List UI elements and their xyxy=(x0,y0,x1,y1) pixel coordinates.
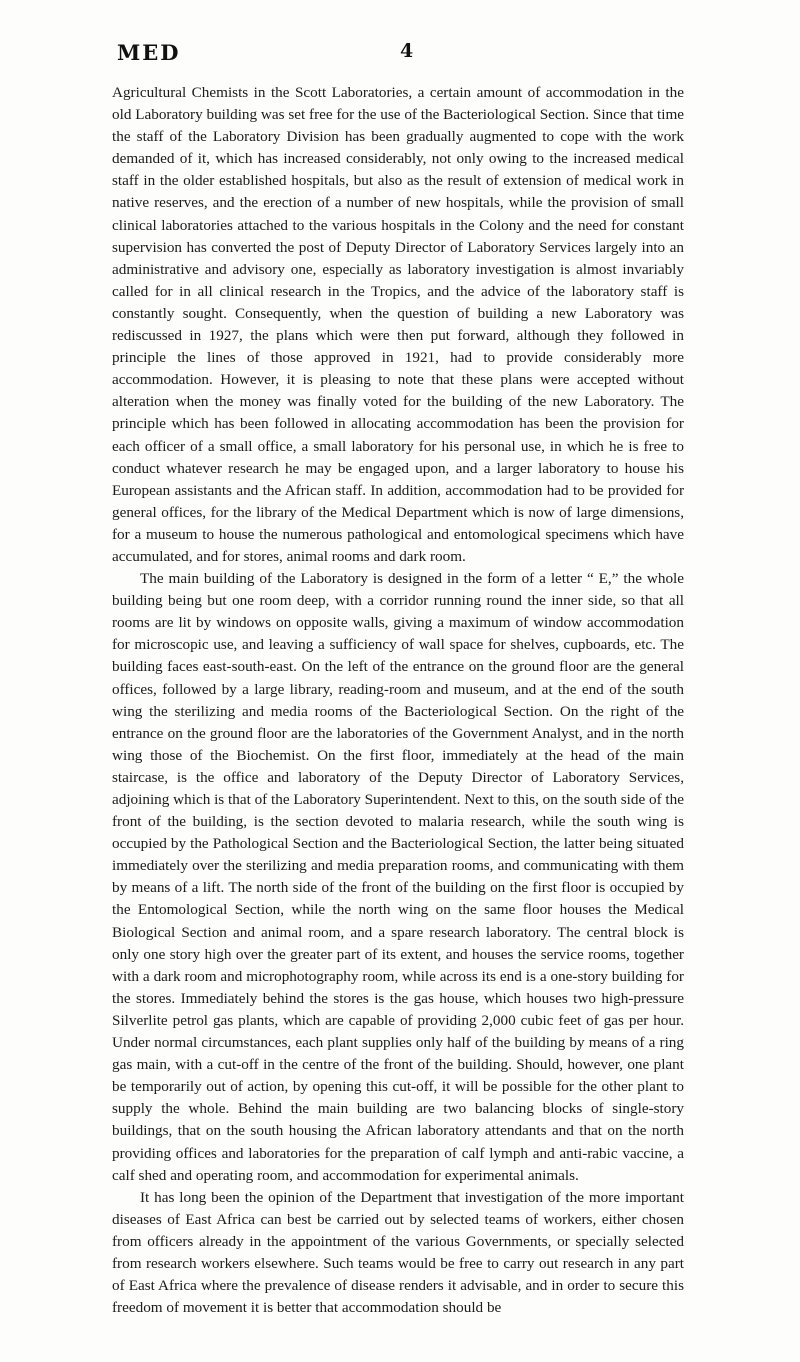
body-text xyxy=(112,82,684,1319)
running-head: MED xyxy=(117,40,181,65)
paragraph-main-building: The main building of the Laboratory is designed in the form of a letter “ E,” the whole building being but one room deep, with a corridor running round the inner side, so that all rooms are lit by windows on opposite walls, giving a maximum of window accommodation for microscopic use, and leaving a sufficiency of wall space for shelves, cupboards, etc. The building faces east-south-east. On the left of the entrance on the ground floor are the general offices, followed by a large library, reading-room and museum, and at the end of the south wing the sterilizing and media rooms of the Bacteriological Section. On the right of the entrance on the ground floor are the laboratories of the Government Analyst, and in the north wing those of the Biochemist. On the first floor, immediately at the head of the main staircase, is the office and laboratory of the Deputy Director of Laboratory Services, adjoining which is that of the Laboratory Superintendent. Next to this, on the south side of the front of the building, is the section devoted to malaria research, while the south wing is occupied by the Pathological Section and the Bacteriological Section, the latter being situated immediately over the sterilizing and media preparation rooms, and communicating with them by means of a lift. The north side of the front of the building on the first floor is occupied by the Entomological Section, while the north wing on the same floor houses the Medical Biological Section and animal room, and a spare research laboratory. The central block is only one story high over the greater part of its extent, and houses the service rooms, together with a dark room and microphotography room, while across its end is a one-story building for the stores. Immediately behind the stores is the gas house, which houses two high-pressure Silverlite petrol gas plants, which are capable of providing 2,000 cubic feet of gas per hour. Under normal circumstances, each plant supplies only half of the building by means of a ring gas main, with a cut-off in the centre of the front of the building. Should, however, one plant be temporarily out of action, by opening this cut-off, it will be possible for the other plant to supply the whole. Behind the main building are two balancing blocks of single-story buildings, that on the south housing the African laboratory attendants and that on the north providing offices and laboratories for the preparation of calf lymph and anti-rabic vaccine, a calf shed and operating room, and accommodation for experimental animals. xyxy=(112,570,684,1184)
page-number: 4 xyxy=(400,40,414,62)
paragraph-accommodation: Agricultural Chemists in the Scott Laboratories, a certain amount of accommodation in the old Laboratory building was set free for the use of the Bacteriological Section. Since that time the staff of the Laboratory Division has been gradually augmented to cope with the work demanded of it, which has increased considerably, not only owing to the increased medical staff in the older established hospitals, but also as the result of extension of medical work in native reserves, and the erection of a number of new hospitals, while the provision of small clinical laboratories attached to the various hospitals in the Colony and the need for constant supervision has converted the post of Deputy Director of Laboratory Services largely into an administrative and advisory one, especially as laboratory investigation is almost invariably called for in all clinical research in the Tropics, and the advice of the laboratory staff is constantly sought. Consequently, when the question of building a new Laboratory was rediscussed in 1927, the plans which were then put forward, although they followed in principle the lines of those approved in 1921, had to provide considerably more accommodation. However, it is pleasing to note that these plans were accepted without alteration when the money was finally voted for the building of the new Laboratory. The principle which has been followed in allocating accommodation has been the provision for each officer of a small office, a small laboratory for his personal use, in which he is free to conduct whatever research he may be engaged upon, and a larger laboratory to house his European assistants and the African staff. In addition, accommodation had to be provided for general offices, for the library of the Medical Department which is now of large dimensions, for a museum to house the numerous pathological and entomological specimens which have accumulated, and for stores, animal rooms and dark room. xyxy=(112,84,684,565)
paragraph-research-teams: It has long been the opinion of the Department that investigation of the more important diseases of East Africa can best be carried out by selected teams of workers, either chosen from officers already in the appointment of the various Governments, or specially selected from research workers elsewhere. Such teams would be free to carry out research in any part of East Africa where the prevalence of disease renders it advisable, and in order to secure this freedom of movement it is better that accommodation should be xyxy=(112,1188,684,1317)
page-header xyxy=(117,40,677,70)
